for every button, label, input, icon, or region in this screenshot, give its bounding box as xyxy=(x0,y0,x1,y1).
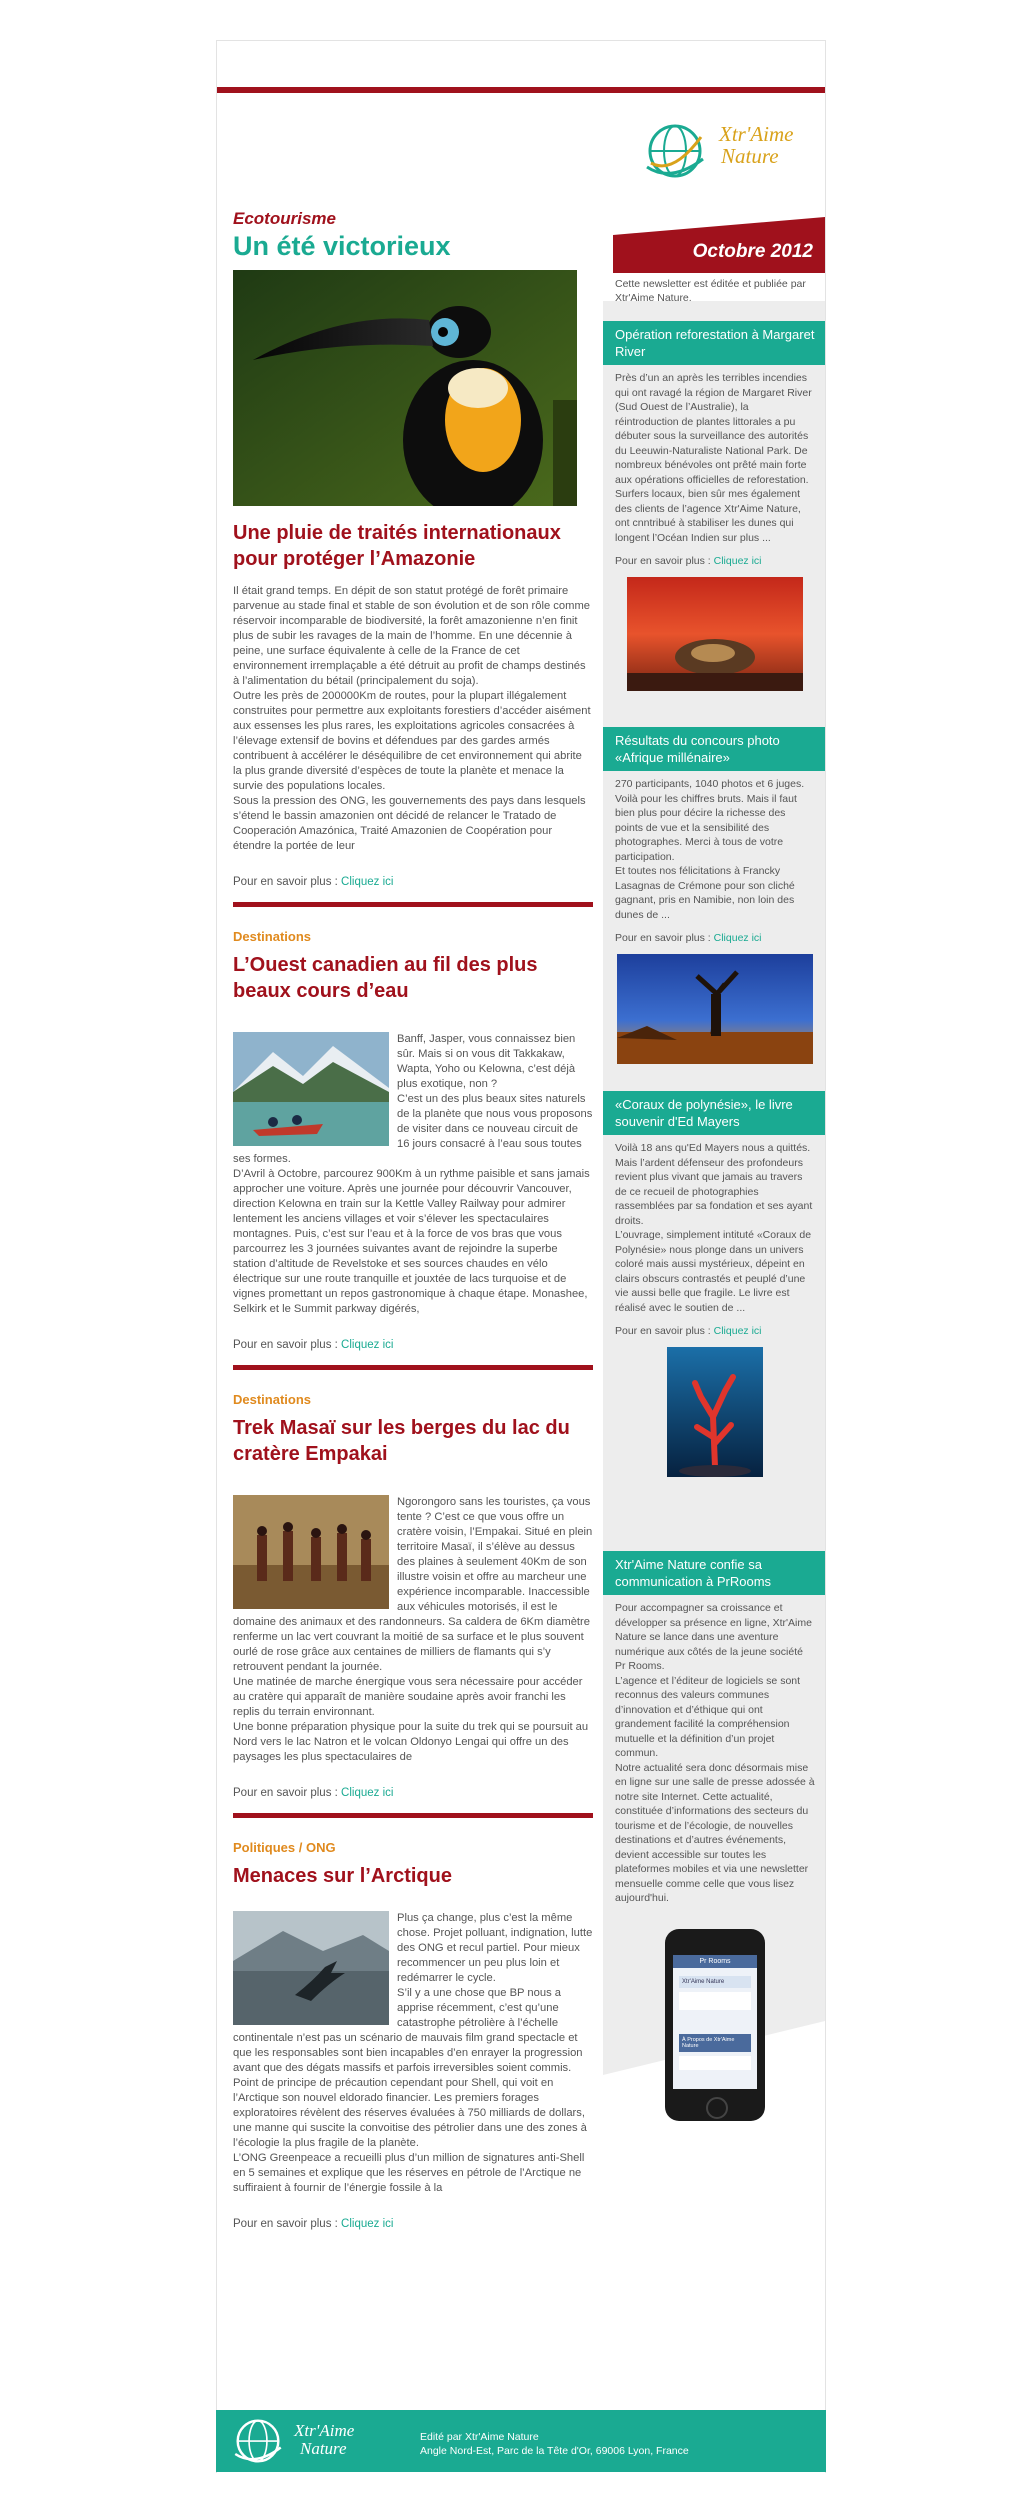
sidebar-item-title: Opération reforestation à Margaret River xyxy=(603,321,825,365)
baobab-sunset-image xyxy=(617,954,813,1064)
read-more-link[interactable]: Cliquez ici xyxy=(713,932,762,944)
canoe-lake-image xyxy=(233,1032,389,1146)
more-label: Pour en savoir plus : xyxy=(233,876,342,889)
footer xyxy=(216,2410,826,2472)
phone-screen xyxy=(673,1955,757,2089)
more-label: Pour en savoir plus : xyxy=(233,1339,342,1352)
hero-kicker: Ecotourisme xyxy=(233,209,336,228)
masai-walkers-image xyxy=(233,1495,389,1609)
phone-home-button xyxy=(706,2097,728,2119)
read-more-link[interactable]: Cliquez ici xyxy=(341,1787,394,1800)
sidebar-item-prrooms xyxy=(603,1551,825,1912)
more-label: Pour en savoir plus : xyxy=(615,932,714,944)
phone-list-item xyxy=(679,2056,751,2070)
globe-logo-icon xyxy=(643,119,707,183)
phone-screen-title: Pr Rooms xyxy=(673,1955,757,1968)
more-label: Pour en savoir plus : xyxy=(615,1325,714,1337)
brand-name-line1: Xtr'Aime xyxy=(719,122,794,146)
brand-name-line2: Nature xyxy=(721,144,779,168)
section-divider xyxy=(233,1365,593,1370)
read-more-link[interactable]: Cliquez ici xyxy=(713,1325,762,1337)
sidebar-item-body: 270 participants, 1040 photos et 6 juges. Voilà pour les chiffres bruts. Mais il faut bien plus pour décire la richesse des points de vue et la sensibilité des photographes. Merci à tous de votre participation. Et toutes nos félicitations à Francky Lasagnas de Crémone pour son cliché gagnant, pris en Namibie, non loin des dunes de ... xyxy=(615,778,805,921)
sidebar-item-title: «Coraux de polynésie», le livre souvenir d'Ed Mayers xyxy=(603,1091,825,1135)
sidebar-item-photo-contest xyxy=(603,727,825,1064)
footer-address: Angle Nord-Est, Parc de la Tête d'Or, 69006 Lyon, France xyxy=(420,2445,689,2457)
section-divider xyxy=(233,902,593,907)
article-title: Trek Masaï sur les berges du lac du cratère Empakai xyxy=(233,1417,570,1466)
article-body: Ngorongoro sans les touristes, ça vous tente ? C’est ce que vous offre un cratère voisin, l’Empakai. Situé en plein territoire Masaï, il s’élève au dessus des plaines à seulement 40Km de son illustre voisin et offre au marcheur une expérience incomparable. Inaccessible aux véhicules motorisés, il est le domaine des animaux et des randonneurs. Sa caldera de 6Km diamètre renferme un lac vert couvrant la moitié de sa surface et le plus souvent ourlé de rose grâce aux centaines de milliers de flamants qui s’y retrouvent pendant la journée. Une matinée de marche énergique vous sera nécessaire pour accéder au cratère qui apparaît de manière soudaine après avoir franchi les replis du terrain environnant. Une bonne préparation physique pour la suite du trek qui se poursuit au Nord vers le lac Natron et le volcan Oldonyo Lengai qui offre un des paysages les plus spectaculaires de xyxy=(233,1496,593,1764)
coral-image xyxy=(667,1347,763,1477)
smartphone-image xyxy=(665,1929,765,2121)
date-banner: Octobre 2012 xyxy=(692,241,813,262)
newsletter-page xyxy=(216,40,826,2473)
sidebar-intro: Cette newsletter est éditée et publiée par Xtr'Aime Nature. xyxy=(615,278,806,304)
sidebar-item-body: Voilà 18 ans qu'Ed Mayers nous a quittés. Mais l’ardent défenseur des profondeurs revient plus vivant que jamais au travers de ce recueil de photographies rassemblées par sa fondation et ses ayant droits. L’ouvrage, simplement intituté «Coraux de Polynésie» nous plonge dans un univers coloré mais aussi mystérieux, dépeint en clairs obscurs contrastés et peuplé d’une vie aussi belle que fragile. Le livre est réalisé avec le soutien de ... xyxy=(615,1142,813,1314)
article-body: Plus ça change, plus c’est la même chose. Projet polluant, indignation, lutte des ONG et recul partiel. Pour mieux recommencer un peu plus loin et redémarrer le cycle. S’il y a une chose que BP nous a apprise récemment, c’est qu’une catastrophe pétrolière à l’échelle continentale n’est pas un scénario de mauvais film grand spectacle et que les responsables sont bien incapables d’en enrayer la progression avant que des dégats massifs et parfois irreversibles soient commis. Point de principe de précaution cependant pour Shell, qui voit en l’Arctique son nouvel eldorado financier. Les premiers forages exploratoires révèlent des réserves évaluées à 750 milliards de dollars, une manne qui suscite la convoitise des pétrolier dans une des zones à l’écologie la plus fragile de la planète. L’ONG Greenpeace a recueilli plus d’un million de signatures anti-Shell en 5 semaines et explique que les réserves en pétrole de l’Arctique ne suffiraient à fournir de l’énergie fossile à la xyxy=(233,1912,593,2195)
read-more-link[interactable]: Cliquez ici xyxy=(713,555,762,567)
read-more-link[interactable]: Cliquez ici xyxy=(341,876,394,889)
sidebar-item-title: Résultats du concours photo «Afrique millénaire» xyxy=(603,727,825,771)
whale-tail-image xyxy=(233,1911,389,2025)
section-category: Politiques / ONG xyxy=(233,1840,336,1856)
footer-brand-line2: Nature xyxy=(300,2439,347,2458)
article-title: L’Ouest canadien au fil des plus beaux cours d’eau xyxy=(233,954,538,1003)
article-arctique xyxy=(233,1840,593,2230)
more-label: Pour en savoir plus : xyxy=(615,555,714,567)
phone-list-item: À Propos de Xtr'Aime Nature xyxy=(679,2034,751,2052)
brand-logo xyxy=(643,119,823,189)
read-more-link[interactable]: Cliquez ici xyxy=(341,1339,394,1352)
phone-list-item xyxy=(679,1992,751,2010)
article-body: Il était grand temps. En dépit de son statut protégé de forêt primaire parvenue au stade final et stable de son évolution et de son rôle comme réservoir incomparable de biodiversité, la forêt amazonienne n’en finit plus de subir les ravages de la main de l’homme. En une décennie à peine, une surface équivalente à celle de la France de cet environnement irremplaçable a été détruit au profit de champs destinés à l’alimentation du bétail (principalement du soja). Outre les près de 200000Km de routes, pour la plupart illégalement construites pour permettre aux exploitants forestiers d’accéder aisément aux essenses les plus rares, les exploitations agricoles consacrées à l’élevage extensif de bovins et défendues par des gardes armés contribuent à accélérer le déséquilibre de cet environnement qui abrite la plus grande diversité d’espèces de toute la planète et menace la survie des populations locales. Sous la pression des ONG, les gouvernements des pays dans lesquels s’étend le bassin amazonien ont décidé de relancer le Tratado de Cooperación Amazónica, Traité Amazonien de Coopération pour étendre la portée de leur xyxy=(233,585,591,853)
main-column xyxy=(233,105,593,2230)
article-masai xyxy=(233,1392,593,1799)
section-category: Destinations xyxy=(233,1392,312,1408)
more-label: Pour en savoir plus : xyxy=(233,2218,342,2231)
fire-landscape-image xyxy=(627,577,803,691)
sidebar xyxy=(603,41,825,2075)
globe-logo-icon xyxy=(232,2415,284,2467)
sidebar-item-corals-book xyxy=(603,1091,825,1477)
section-category: Destinations xyxy=(233,929,312,945)
hero-title: Un été victorieux xyxy=(233,231,451,261)
article-body: Banff, Jasper, vous connaissez bien sûr. Mais si on vous dit Takkakaw, Wapta, Yoho ou Kelowna, c’est déjà plus exotique, non ? C’est un des plus beaux sites naturels de la planète que nous vous proposons de visiter dans ce nouveau circuit de 16 jours consacré à l’eau sous toutes ses formes. D’Avril à Octobre, parcourez 900Km à un rythme paisible et sans jamais approcher une voiture. Après une journée pour découvrir Vancouver, direction Kelowna en train sur la Kettle Valley Railway pour admirer lentement les anciens villages et voir s’élever les spectaculaires montagnes. Puis, c’est sur l’eau et à la force de vos bras que vous parcourrez les 3 journées suivantes avant de rejoindre la superbe station d’altitude de Revelstoke et ses sources chaudes en vélo électrique sur une route tranquille et jouxtée de lacs turquoise et de vignes promettant un repos gastronomique à chaque étape. Monashee, Selkirk et le Summit parkway digérés, xyxy=(233,1033,593,1316)
article-title: Menaces sur l’Arctique xyxy=(233,1865,452,1888)
footer-editor: Edité par Xtr'Aime Nature xyxy=(420,2431,539,2443)
sidebar-item-body: Pour accompagner sa croissance et développer sa présence en ligne, Xtr'Aime Nature se lance dans une aventure numérique aux côtés de la jeune société Pr Rooms. L’agence et l’éditeur de logiciels se sont reconnus des valeurs communes d’innovation et d’éthique qui ont grandement facilité la compréhension mutuelle et la définition d’un projet commun. Notre actualité sera donc désormais mise en ligne sur une salle de presse adossée à notre site Internet. Cette actualité, constituée d’informations des secteurs du tourisme et de l’écologie, de nouvelles destinations et d’autres événements, devient accessible sur toutes les plateformes mobiles et via une newsletter mensuelle comme celle que vous lisez aujourd'hui. xyxy=(615,1602,815,1904)
phone-list-item: Xtr'Aime Nature xyxy=(679,1976,751,1988)
toucan-image xyxy=(233,270,577,506)
more-label: Pour en savoir plus : xyxy=(233,1787,342,1800)
footer-brand-line1: Xtr'Aime xyxy=(294,2421,355,2440)
article-canada xyxy=(233,929,593,1351)
sidebar-item-title: Xtr'Aime Nature confie sa communication à PrRooms xyxy=(603,1551,825,1595)
article-title: Une pluie de traités internationaux pour protéger l’Amazonie xyxy=(233,522,561,571)
read-more-link[interactable]: Cliquez ici xyxy=(341,2218,394,2231)
sidebar-item-reforestation xyxy=(603,321,825,691)
section-divider xyxy=(233,1813,593,1818)
sidebar-item-body: Près d’un an après les terribles incendies qui ont ravagé la région de Margaret River (Sud Ouest de l’Australie), la réintroduction de plantes littorales a pu débuter sous la surveillance des autorités du Leeuwin-Naturaliste National Park. De nombreux bénévoles ont prêté main forte aux opérations officielles de reforestation. Surfers locaux, bien sûr mes également des clients de l’agence Xtr'Aime Nature, ont cnntribué à stabiliser les dunes qui longent l’Océan Indien sur plus ... xyxy=(615,372,812,544)
article-amazonie xyxy=(233,520,593,888)
